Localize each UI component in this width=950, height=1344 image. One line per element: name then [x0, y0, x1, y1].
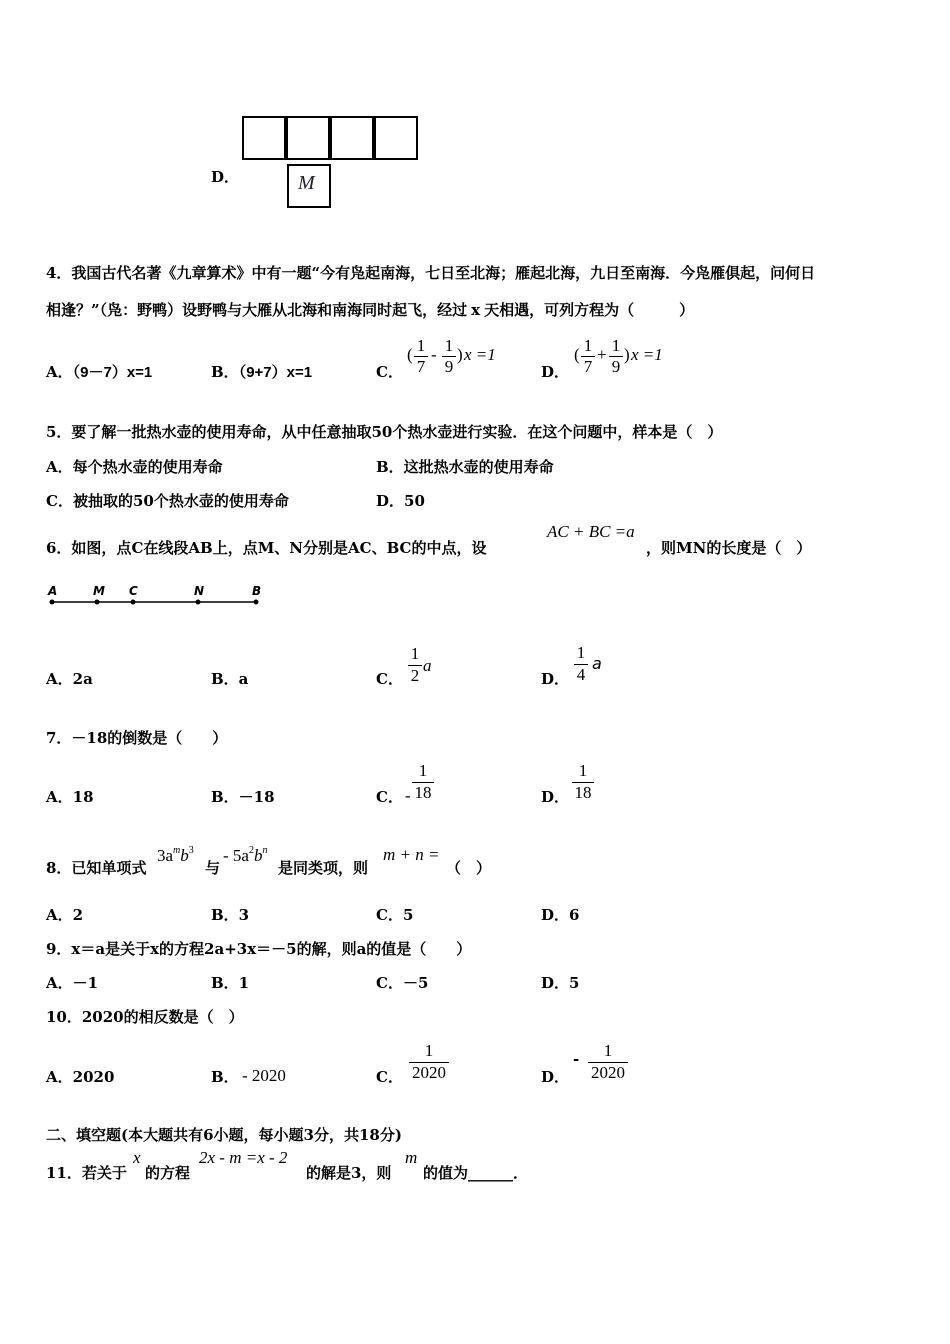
q4-stem-line2-text: 相逢？”（凫：野鸭）设野鸭与大雁从北海和南海同时起飞，经过	[46, 301, 468, 319]
point-b-label: B	[252, 584, 262, 598]
net-square-1	[242, 116, 286, 160]
q5-option-a: A．每个热水壶的使用寿命	[46, 458, 223, 476]
q8-stem-d: （ ）	[446, 859, 492, 877]
q6-option-a: A．2a	[46, 670, 93, 688]
q6-segment-figure	[44, 582, 264, 610]
q11-c: 的解是3，则	[306, 1164, 392, 1182]
q4-option-a: A．（9－7）x=1	[46, 363, 153, 381]
net-letter-m: M	[298, 172, 315, 194]
q5-stem: 5．要了解一批热水壶的使用寿命，从中任意抽取50个热水壶进行实验．在这个问题中，样本是（ ）	[46, 423, 723, 441]
point-n-label: N	[194, 584, 205, 598]
q9-option-a: A．－1	[46, 974, 99, 992]
q8-stem-a: 8．已知单项式	[46, 859, 147, 877]
q4-stem-line1: 4．我国古代名著《九章算术》中有一题“今有凫起南海，七日至北海；雁起北海，九日至南海．今凫雁俱起，问何日	[46, 264, 816, 282]
q8-monomial-2: - $5a^2b^n$	[223, 845, 268, 865]
q10-option-b-label: B．	[211, 1068, 239, 1086]
q8-stem-c: 是同类项，则	[278, 859, 369, 877]
q8-option-b: B．3	[211, 906, 250, 924]
q4d-frac2: 1 9	[609, 336, 623, 378]
point-a-label: A	[48, 584, 58, 598]
q8-stem-b: 与	[205, 859, 221, 877]
q9-stem: 9．x＝a是关于x的方程2a+3x＝－5的解，则a的值是（ ）	[46, 940, 472, 958]
q3-option-d-label: D．	[211, 168, 240, 186]
q6-formula: AC + BC =a	[547, 522, 635, 541]
q6-option-d-label: D．	[541, 670, 570, 688]
q10-option-c-label: C．	[376, 1068, 403, 1086]
q5-option-b: B．这批热水壶的使用寿命	[376, 458, 554, 476]
q7-option-a: A．18	[46, 788, 94, 806]
q11-equation: 2x - m =x - 2	[199, 1148, 288, 1167]
q10d-frac: 1 2020	[588, 1041, 628, 1085]
q6-stem-a: 6．如图，点C在线段AB上，点M、N分别是AC、BC的中点，设	[46, 539, 487, 557]
q6c-frac: 1 2	[408, 644, 422, 688]
q6d-frac: 1 4	[574, 643, 588, 687]
q4d-tail: x =1	[631, 345, 663, 364]
q11-d: 的值为______．	[423, 1164, 529, 1182]
q7d-frac: 1 18	[572, 761, 594, 805]
point-c-dot	[131, 600, 136, 605]
net-square-3	[330, 116, 374, 160]
q7-option-b: B．－18	[211, 788, 275, 806]
point-m-label: M	[93, 584, 105, 598]
q4-option-c-label: C．	[376, 363, 403, 381]
q8-expr: m + n =	[383, 845, 440, 864]
q6-stem-b: ，则MN的长度是（ ）	[646, 539, 812, 557]
q7-option-c-label: C．	[376, 788, 403, 806]
q8-option-d: D．6	[541, 906, 580, 924]
q4-stem-line2	[46, 299, 694, 320]
q4d-op: +	[597, 345, 607, 364]
q11-b: 的方程	[145, 1164, 191, 1182]
q5-option-c: C．被抽取的50个热水壶的使用寿命	[46, 492, 289, 510]
q7c-frac: 1 18	[412, 761, 434, 805]
q11-m: m	[405, 1148, 418, 1167]
point-c-label: C	[129, 584, 138, 598]
q9-option-c: C．－5	[376, 974, 429, 992]
q4c-frac1: 1 7	[414, 336, 428, 378]
q10-option-d-label: D．	[541, 1068, 570, 1086]
q6c-tail: a	[423, 656, 432, 675]
q10c-frac: 1 2020	[409, 1041, 449, 1085]
q9-option-b: B．1	[211, 974, 250, 992]
q4-stem-x: x	[471, 301, 481, 319]
q10d-sign: -	[573, 1050, 580, 1068]
q4-option-d-label: D．	[541, 363, 570, 381]
q4-stem-line2b: 天相遇，可列方程为（ ）	[484, 301, 695, 319]
q8-option-a: A．2	[46, 906, 84, 924]
q10-stem: 10．2020的相反数是（ ）	[46, 1008, 244, 1026]
q4c-frac2: 1 9	[442, 336, 456, 378]
q8-monomial-1: $3a^mb^3$	[157, 845, 194, 865]
q4d-frac1: 1 7	[581, 336, 595, 378]
q4c-rparen: )	[457, 345, 463, 364]
q9-option-d: D．5	[541, 974, 580, 992]
q4c-tail: x =1	[464, 345, 496, 364]
q4c-op: -	[431, 345, 437, 364]
q6-option-b: B．a	[211, 670, 249, 688]
point-m-dot	[95, 600, 100, 605]
q6d-tail: a	[592, 654, 602, 673]
point-b-dot	[254, 600, 259, 605]
q7-stem: 7．－18的倒数是（ ）	[46, 729, 228, 747]
q4d-lparen: (	[574, 345, 580, 364]
net-square-4	[374, 116, 418, 160]
q10-option-a: A．2020	[46, 1068, 115, 1086]
q10b-value: - 2020	[242, 1066, 286, 1085]
net-square-2	[286, 116, 330, 160]
q4c-lparen: (	[407, 345, 413, 364]
q11-a: 11．若关于	[46, 1164, 127, 1182]
point-n-dot	[196, 600, 201, 605]
q8-option-c: C．5	[376, 906, 414, 924]
q7c-sign: -	[405, 786, 411, 805]
point-a-dot	[50, 600, 55, 605]
q11-x: x	[133, 1148, 141, 1167]
section-2-heading: 二、填空题(本大题共有6小题，每小题3分，共18分)	[46, 1126, 402, 1144]
q7-option-d-label: D．	[541, 788, 570, 806]
q4d-rparen: )	[624, 345, 630, 364]
q5-option-d: D．50	[376, 492, 425, 510]
q6-option-c-label: C．	[376, 670, 403, 688]
q4-option-b: B．（9+7）x=1	[211, 363, 313, 381]
